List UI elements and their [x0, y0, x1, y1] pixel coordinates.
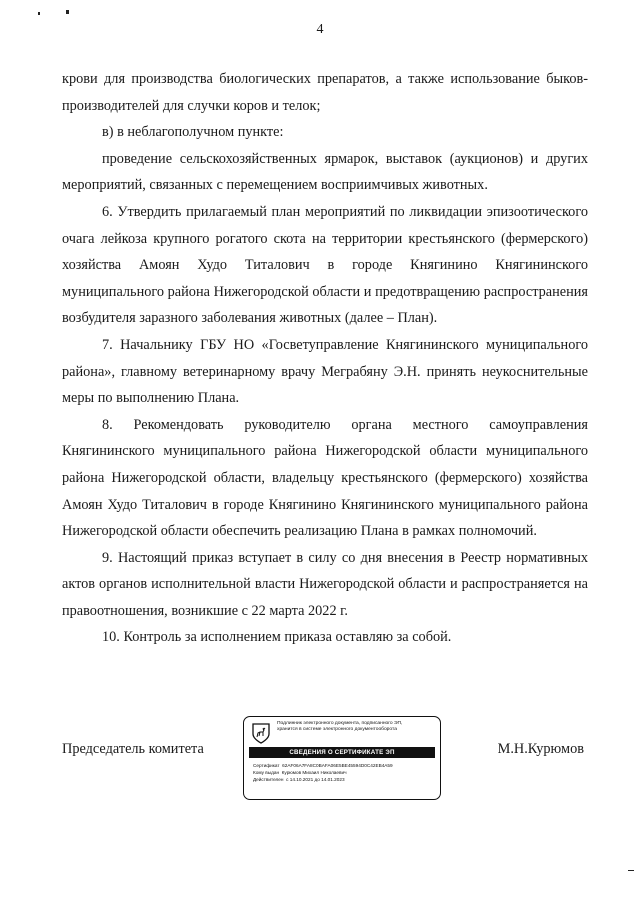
paragraph: 9. Настоящий приказ вступает в силу со дня внесения в Реестр нормативных актов органов исполнительной власти Нижегородской области и распространяется на правоотношения, возникшие с 22 марта 2022 г.: [62, 549, 588, 619]
paragraph: 10. Контроль за исполнением приказа оставляю за собой.: [102, 629, 452, 646]
document-body: [62, 66, 588, 651]
issued-to-label: Кому выдан: [253, 770, 280, 775]
paragraph: в) в неблагополучном пункте:: [102, 124, 284, 141]
validity-value: с 14.10.2021 до 14.01.2023: [286, 777, 345, 782]
electronic-signature-stamp: [243, 716, 441, 800]
paragraph: 8. Рекомендовать руководителю органа местного самоуправления Княгининского муниципального района Нижегородской области муниципального района Нижегородской области, владельцу крестьянского (фермерского) хозяйства Амоян Худо Титалович в городе Княгинино Княгининского муниципального района Нижегородской области обеспечить реализацию Плана в рамках полномочий.: [62, 416, 588, 540]
certificate-value: 62AF06A7FA8C0BAFA06E5BE45594D0C42EB4A59: [282, 763, 393, 768]
paragraph: проведение сельскохозяйственных ярмарок, выставок (аукционов) и других мероприятий, связанных с перемещением восприимчивых животных.: [62, 150, 588, 194]
scan-speck: [38, 12, 40, 15]
signer-title: Председатель комитета: [62, 741, 204, 757]
scan-speck: [628, 870, 634, 871]
issued-to-row: [253, 769, 435, 776]
signer-name: М.Н.Курюмов: [497, 741, 584, 757]
issued-to-value: Курюмов Михаил Николаевич: [281, 770, 347, 775]
deer-emblem-icon: [251, 722, 271, 744]
certificate-label: Сертификат: [253, 763, 280, 768]
stamp-details: [253, 762, 435, 783]
paragraph: 7. Начальнику ГБУ НО «Госветуправление Княгининского муниципального района», главному ветеринарному врачу Меграбяну Э.Н. принять неукоснительные меры по выполнению Плана.: [62, 336, 588, 407]
scan-speck: [66, 10, 69, 14]
stamp-header-line: Подлинник электронного документа, подписанного ЭП,: [277, 721, 403, 726]
stamp-header-line: хранится в системе электронного документооборота: [277, 727, 397, 732]
validity-row: [253, 776, 435, 783]
paragraph: 6. Утвердить прилагаемый план мероприятий по ликвидации эпизоотического очага лейкоза крупного рогатого скота на территории крестьянского (фермерского) хозяйства Амоян Худо Титалович в городе Княгинино Княгининского муниципального района Нижегородской области и предотвращению распространения возбудителя заразного заболевания животных (далее – План).: [62, 203, 588, 327]
stamp-title: СВЕДЕНИЯ О СЕРТИФИКАТЕ ЭП: [249, 747, 435, 758]
page-number: 4: [316, 22, 324, 37]
validity-label: Действителен: [253, 777, 284, 782]
paragraph: крови для производства биологических препаратов, а также использование быков-производителей для случки коров и телок;: [62, 71, 588, 114]
certificate-row: [253, 762, 435, 769]
stamp-header: [277, 721, 437, 733]
